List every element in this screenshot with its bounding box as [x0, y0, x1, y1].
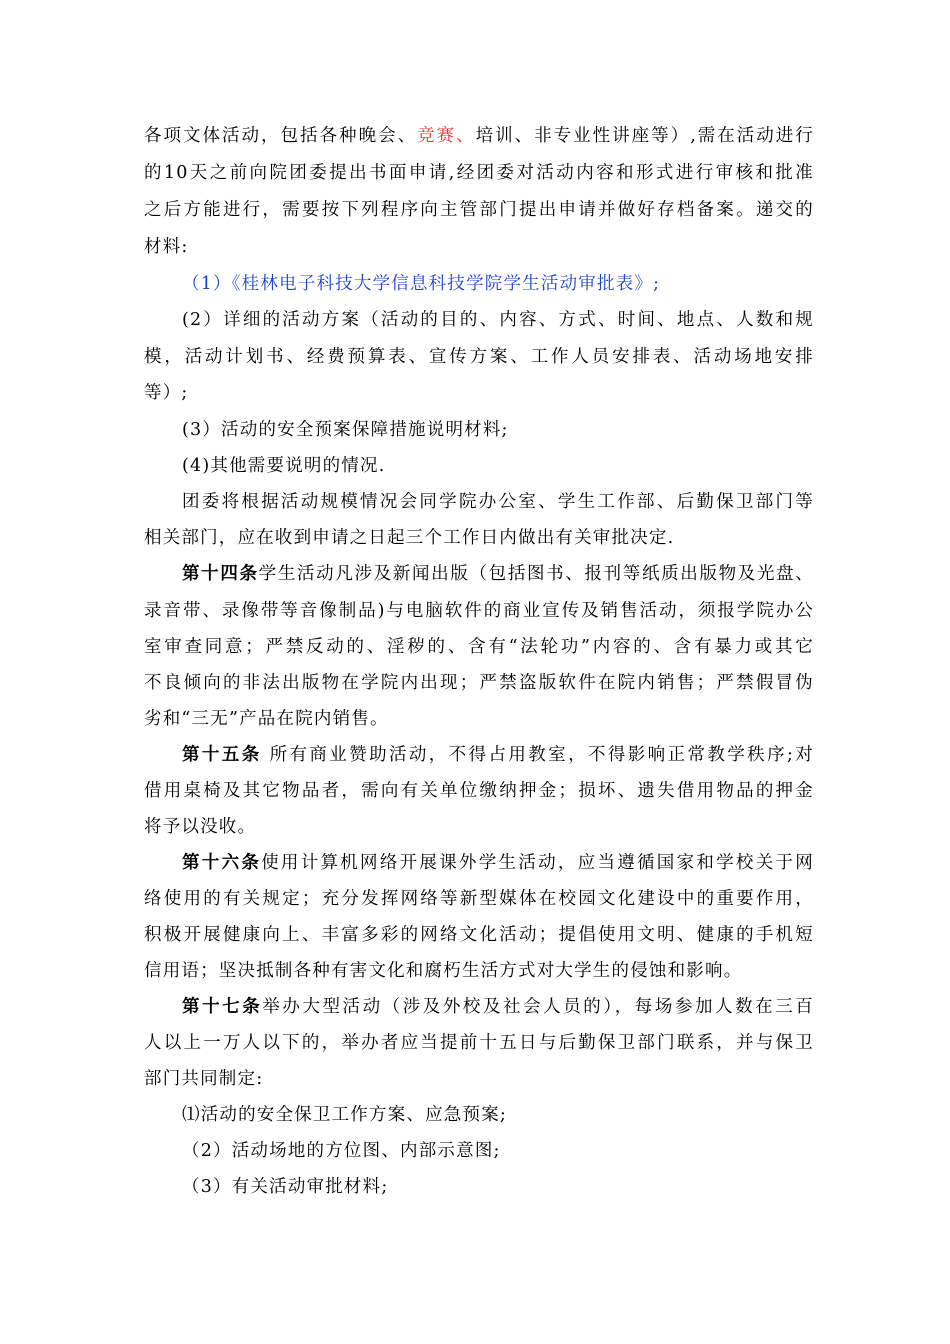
- text-line: 录音带、录像带等音像制品)与电脑软件的商业宣传及销售活动，须报学院办公: [144, 601, 814, 621]
- approval-form-link[interactable]: （1）《桂林电子科技大学信息科技学院学生活动审批表》;: [182, 274, 661, 294]
- text-line: 之后方能进行，需要按下列程序向主管部门提出申请并做好存档备案。递交的: [144, 200, 814, 220]
- highlight-text: 竞赛、: [417, 126, 476, 146]
- text-line: 部门共同制定:: [144, 1069, 264, 1089]
- text-line: 室审查同意；严禁反动的、淫秽的、含有“法轮功”内容的、含有暴力或其它: [144, 637, 814, 657]
- text-line: 材料:: [144, 237, 189, 257]
- text-segment: 学生活动凡涉及新闻出版（包括图书、报刊等纸质出版物及光盘、: [258, 564, 814, 584]
- list-item: （2）活动场地的方位图、内部示意图;: [182, 1141, 501, 1161]
- text-line: 积极开展健康向上、丰富多彩的网络文化活动；提倡使用文明、健康的手机短: [144, 925, 814, 945]
- text-line: (4)其他需要说明的情况.: [182, 456, 386, 476]
- text-segment: 所有商业赞助活动，不得占用教室，不得影响正常教学秩序;对: [261, 745, 814, 765]
- text-line: 借用桌椅及其它物品者，需向有关单位缴纳押金；损坏、遗失借用物品的押金: [144, 781, 814, 801]
- text-line: 相关部门，应在收到申请之日起三个工作日内做出有关审批决定.: [144, 528, 675, 548]
- text-line: [182, 851, 814, 875]
- text-line: 络使用的有关规定；充分发挥网络等新型媒体在校园文化建设中的重要作用，: [144, 889, 814, 909]
- text-segment: 各项文体活动，包括各种晚会、: [144, 126, 418, 146]
- article-title: 第十四条: [182, 564, 259, 584]
- text-line: 的10天之前向院团委提出书面申请,经团委对活动内容和形式进行审核和批准: [144, 163, 814, 183]
- text-segment: 使用计算机网络开展课外学生活动，应当遵循国家和学校关于网: [261, 853, 814, 873]
- text-line: 等）;: [144, 383, 189, 403]
- text-line: 团委将根据活动规模情况会同学院办公室、学生工作部、后勤保卫部门等: [182, 492, 814, 512]
- text-line: 模，活动计划书、经费预算表、宣传方案、工作人员安排表、活动场地安排: [144, 347, 814, 367]
- article-title: 第十六条: [182, 853, 262, 873]
- text-line: 人以上一万人以下的，举办者应当提前十五日与后勤保卫部门联系，并与保卫: [144, 1033, 814, 1053]
- text-line: (3）活动的安全预案保障措施说明材料;: [182, 420, 509, 440]
- text-line: 劣和“三无”产品在院内销售。: [144, 709, 389, 729]
- text-line: [182, 995, 814, 1019]
- text-line: 不良倾向的非法出版物在学院内出现；严禁盗版软件在院内销售；严禁假冒伪: [144, 673, 814, 693]
- article-title: 第十七条: [182, 997, 263, 1017]
- article-title: 第十五条: [182, 745, 262, 765]
- text-line: 信用语；坚决抵制各种有害文化和腐朽生活方式对大学生的侵蚀和影响。: [144, 961, 743, 981]
- text-line: [182, 562, 814, 586]
- text-line: [144, 124, 814, 148]
- list-item: ⑴活动的安全保卫工作方案、应急预案;: [182, 1105, 507, 1125]
- text-segment: 举办大型活动（涉及外校及社会人员的），每场参加人数在三百: [262, 997, 814, 1017]
- list-item: （3）有关活动审批材料;: [182, 1177, 389, 1197]
- text-line: (2）详细的活动方案（活动的目的、内容、方式、时间、地点、人数和规: [182, 310, 814, 330]
- text-segment: 培训、非专业性讲座等）,需在活动进行: [475, 126, 814, 146]
- text-line: 将予以没收。: [144, 817, 257, 837]
- text-line: [182, 743, 814, 767]
